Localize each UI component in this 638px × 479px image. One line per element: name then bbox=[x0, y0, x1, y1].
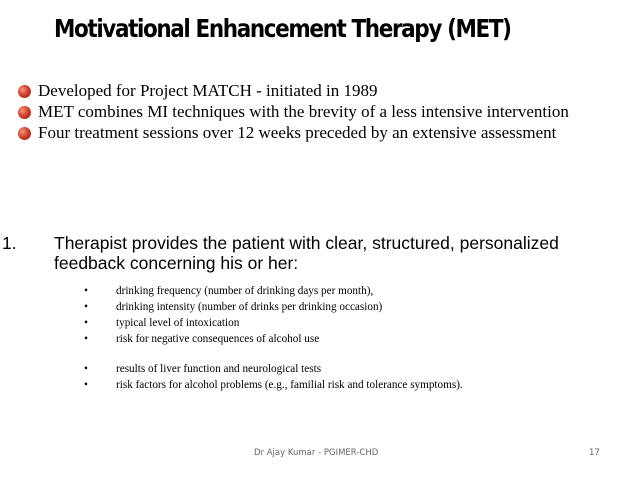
sub-item-text: typical level of intoxication bbox=[116, 317, 240, 329]
sub-item-text: drinking frequency (number of drinking days per month), bbox=[116, 285, 374, 297]
sub-bullet-dot: • bbox=[84, 317, 88, 329]
numbered-item bbox=[2, 233, 622, 273]
bullet-item bbox=[18, 122, 628, 143]
bullet-text: Four treatment sessions over 12 weeks preceded by an extensive assessment bbox=[38, 123, 557, 142]
bullet-icon bbox=[18, 127, 31, 140]
bullet-item bbox=[18, 101, 628, 122]
bullet-text: MET combines MI techniques with the brevity of a less intensive intervention bbox=[38, 102, 569, 121]
sub-item-text: results of liver function and neurological tests bbox=[116, 363, 322, 375]
sub-bullet-dot: • bbox=[84, 301, 88, 313]
number-marker: 1. bbox=[2, 233, 17, 253]
sub-bullet-dot: • bbox=[84, 285, 88, 297]
sub-list-item bbox=[76, 361, 616, 377]
sub-bullet-dot: • bbox=[84, 363, 88, 375]
sub-bullet-dot: • bbox=[84, 333, 88, 345]
sub-item-text: drinking intensity (number of drinks per drinking occasion) bbox=[116, 301, 383, 313]
sub-item-text: risk factors for alcohol problems (e.g., familial risk and tolerance symptoms). bbox=[116, 379, 463, 391]
bullet-icon bbox=[18, 85, 31, 98]
sub-list-item bbox=[76, 331, 616, 347]
sub-list-item bbox=[76, 377, 616, 393]
bullet-item bbox=[18, 80, 628, 101]
bullet-text: Developed for Project MATCH - initiated in 1989 bbox=[38, 81, 378, 100]
bullet-icon bbox=[18, 106, 31, 119]
sub-item-text: risk for negative consequences of alcohol use bbox=[116, 333, 320, 345]
sub-bullet-list bbox=[76, 283, 616, 393]
page-number: 17 bbox=[589, 448, 600, 458]
footer-author: Dr Ajay Kumar - PGIMER-CHD bbox=[254, 448, 379, 458]
slide-title: Motivational Enhancement Therapy (MET) bbox=[54, 14, 511, 43]
bullet-list bbox=[18, 80, 628, 143]
numbered-text: Therapist provides the patient with clear, structured, personalized feedback concerning his or her: bbox=[54, 233, 559, 273]
sub-list-item bbox=[76, 299, 616, 315]
sub-list-item bbox=[76, 315, 616, 331]
sub-bullet-dot: • bbox=[84, 379, 88, 391]
sub-list-item bbox=[76, 283, 616, 299]
spacer bbox=[76, 347, 616, 361]
